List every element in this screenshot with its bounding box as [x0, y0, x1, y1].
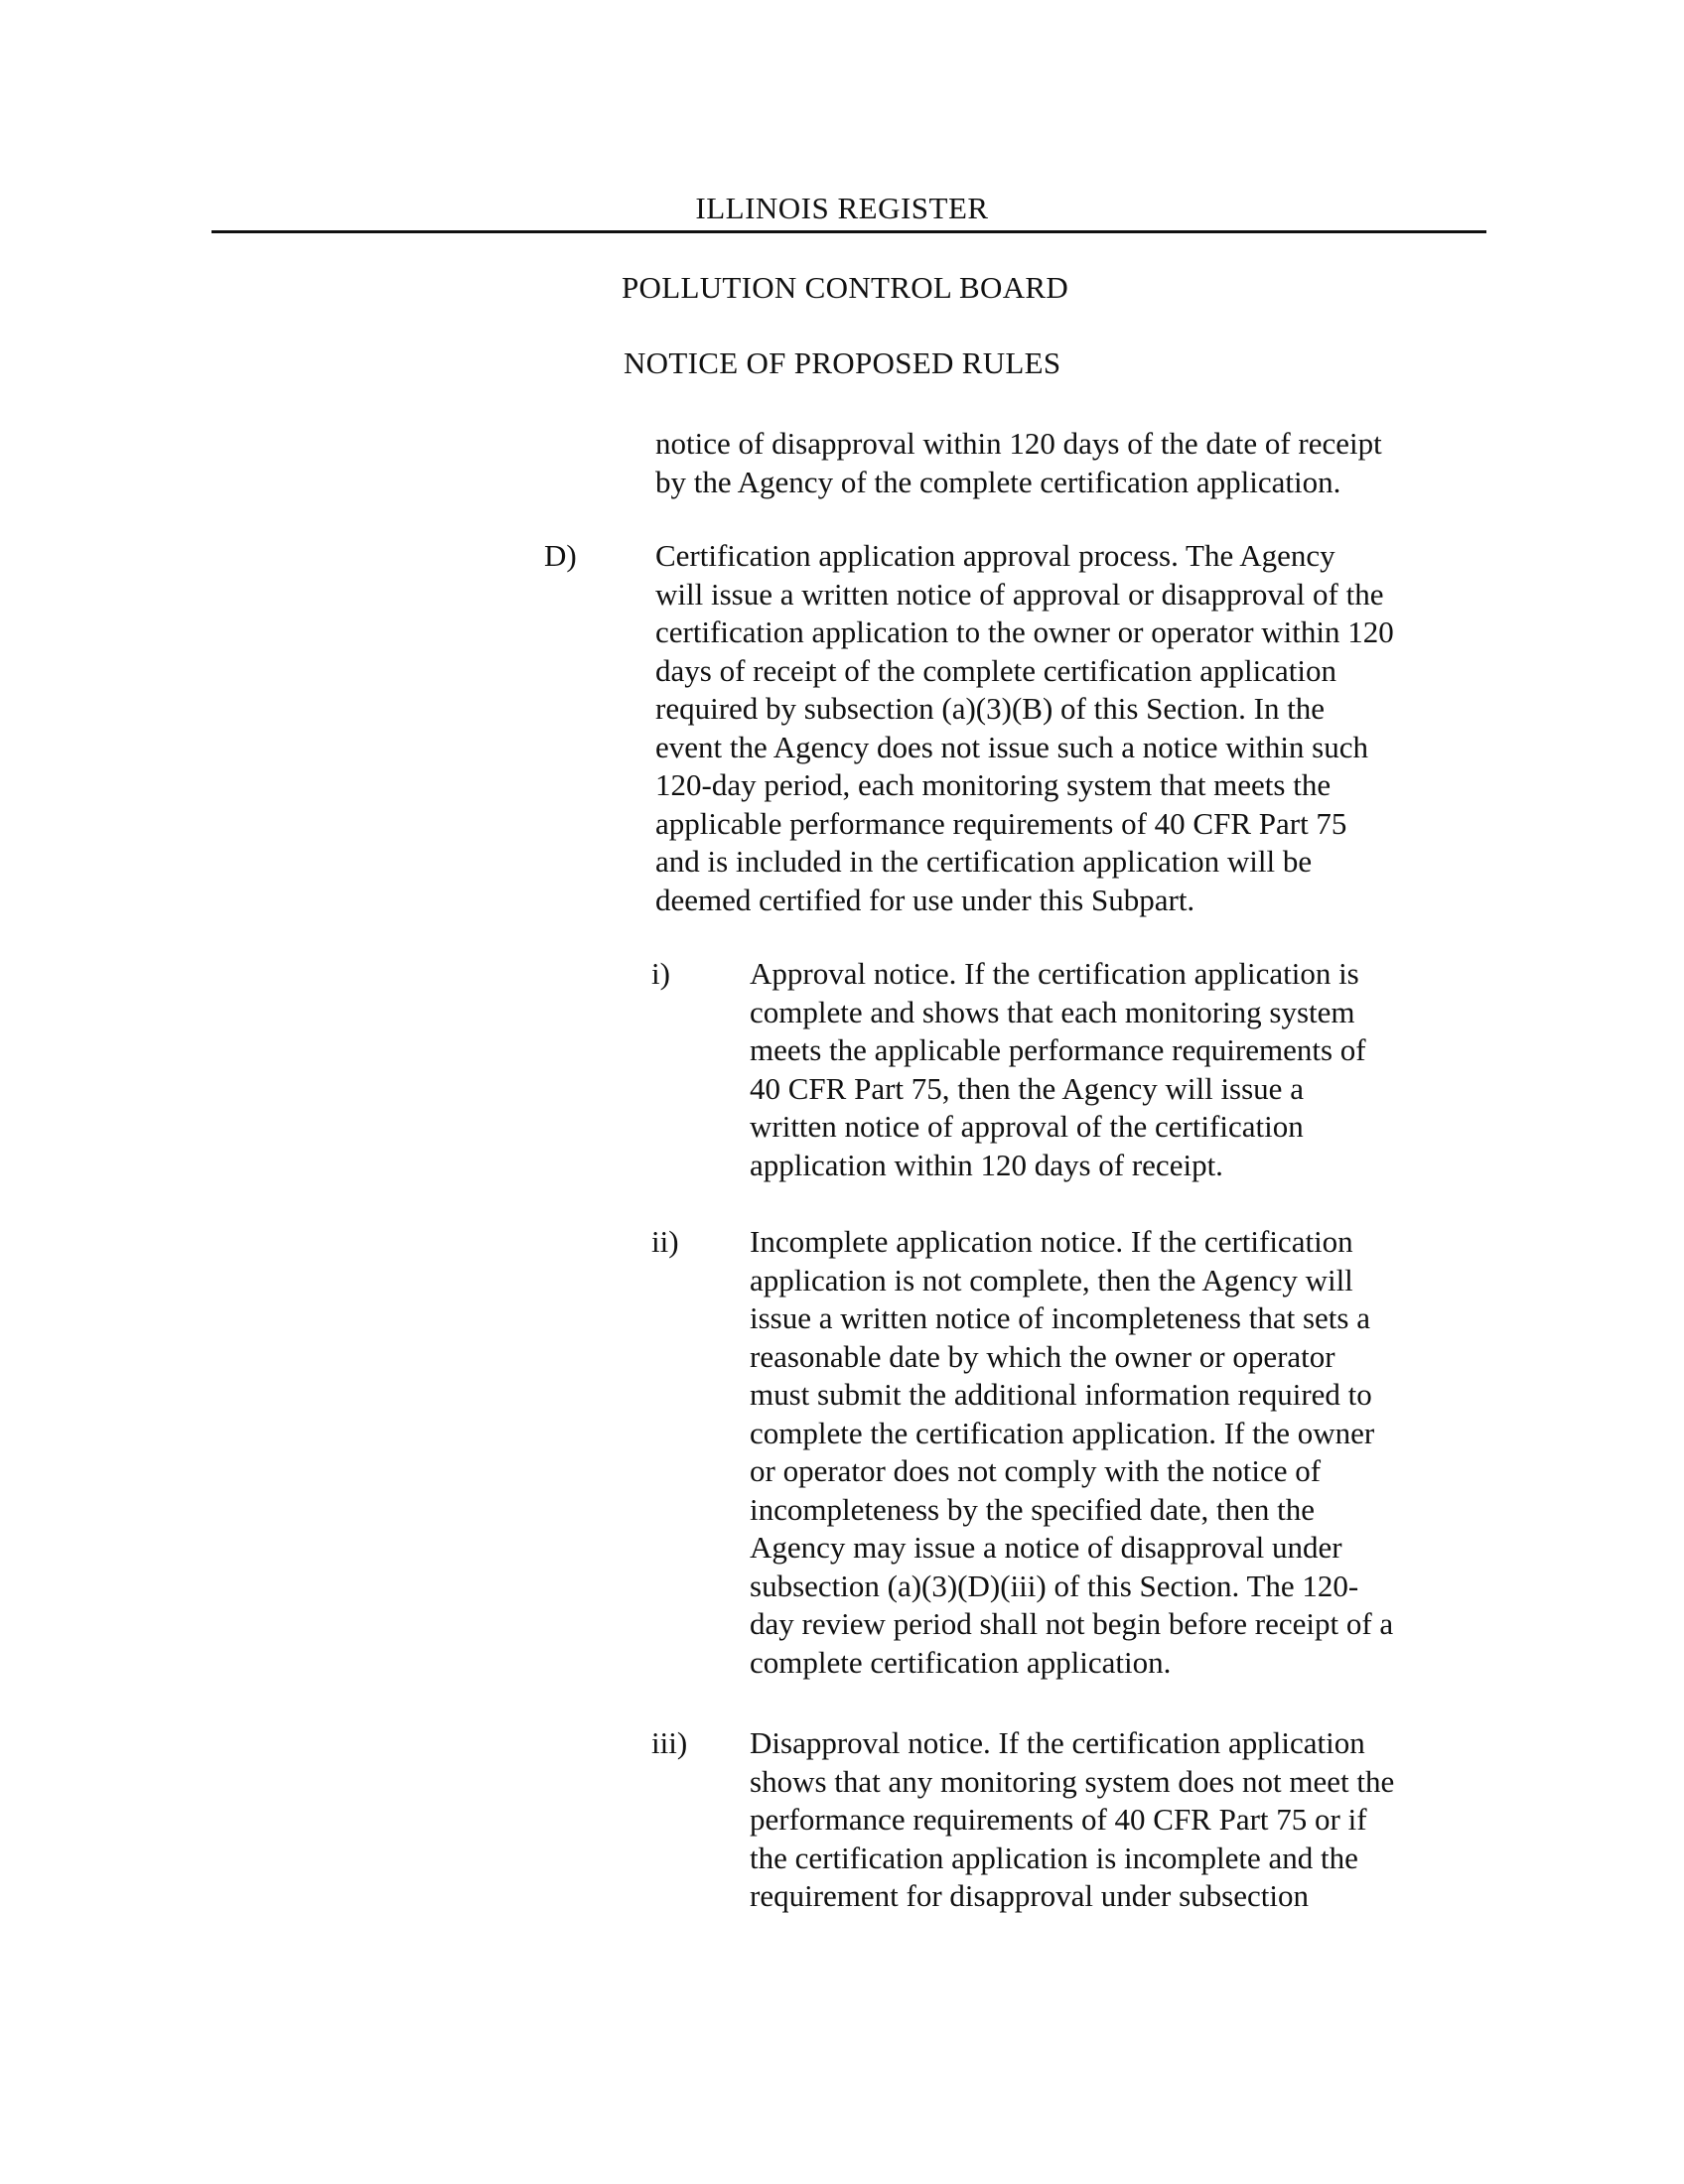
paragraph-line: or operator does not comply with the notice of — [750, 1453, 1322, 1488]
item-ii-paragraph — [750, 1223, 1393, 1682]
paragraph-line: application is not complete, then the Agency will — [750, 1262, 1353, 1297]
paragraph-line: Certification application approval process. The Agency — [655, 538, 1335, 573]
paragraph-line: by the Agency of the complete certification application. — [655, 464, 1341, 499]
paragraph-line: required by subsection (a)(3)(B) of this Section. In the — [655, 691, 1326, 726]
paragraph-line: performance requirements of 40 CFR Part 75 or if — [750, 1802, 1367, 1837]
paragraph-line: days of receipt of the complete certification application — [655, 652, 1337, 688]
paragraph-line: Agency may issue a notice of disapproval under — [750, 1530, 1342, 1565]
paragraph-line: must submit the additional information required to — [750, 1377, 1372, 1412]
paragraph-line: Incomplete application notice. If the certification — [750, 1224, 1353, 1259]
paragraph-line: day review period shall not begin before receipt of a — [750, 1606, 1394, 1641]
paragraph-line: deemed certified for use under this Subpart. — [655, 882, 1195, 917]
paragraph-line: and is included in the certification application will be — [655, 844, 1313, 879]
paragraph-line: applicable performance requirements of 40 CFR Part 75 — [655, 805, 1347, 841]
item-ii-marker: ii) — [651, 1224, 679, 1259]
paragraph-line: event the Agency does not issue such a notice within such — [655, 729, 1369, 764]
paragraph-line: requirement for disapproval under subsection — [750, 1878, 1309, 1913]
paragraph-line: meets the applicable performance requirements of — [750, 1032, 1366, 1067]
notice-heading: NOTICE OF PROPOSED RULES — [624, 345, 1061, 380]
paragraph-line: 40 CFR Part 75, then the Agency will issue a — [750, 1070, 1304, 1106]
paragraph-line: incompleteness by the specified date, then the — [750, 1491, 1316, 1527]
board-heading: POLLUTION CONTROL BOARD — [622, 270, 1069, 305]
paragraph-line: subsection (a)(3)(D)(iii) of this Section. The 120- — [750, 1568, 1359, 1603]
paragraph-line: application within 120 days of receipt. — [750, 1147, 1223, 1182]
paragraph-line: issue a written notice of incompleteness that sets a — [750, 1300, 1370, 1335]
paragraph-line: Approval notice. If the certification application is — [750, 956, 1359, 991]
paragraph-line: shows that any monitoring system does not meet the — [750, 1763, 1395, 1799]
paragraph-line: 120-day period, each monitoring system that meets the — [655, 767, 1332, 802]
paragraph-line: will issue a written notice of approval or disapproval of the — [655, 576, 1384, 612]
paragraph-line: notice of disapproval within 120 days of the date of receipt — [655, 426, 1382, 461]
item-iii-paragraph — [750, 1724, 1394, 1916]
subsection-d-paragraph — [655, 537, 1394, 919]
subsection-d-marker: D) — [544, 538, 577, 573]
paragraph-line: complete and shows that each monitoring system — [750, 994, 1355, 1029]
paragraph-line: complete certification application. — [750, 1644, 1172, 1680]
continuation-paragraph — [655, 425, 1382, 501]
item-i-marker: i) — [651, 956, 670, 991]
paragraph-line: the certification application is incomplete and the — [750, 1840, 1358, 1875]
paragraph-line: certification application to the owner or operator within 120 — [655, 614, 1394, 649]
item-iii-marker: iii) — [651, 1725, 688, 1760]
item-i-paragraph — [750, 955, 1366, 1184]
paragraph-line: reasonable date by which the owner or operator — [750, 1338, 1335, 1374]
paragraph-line: complete the certification application. If the owner — [750, 1415, 1375, 1450]
paragraph-line: written notice of approval of the certification — [750, 1109, 1304, 1144]
register-title: ILLINOIS REGISTER — [695, 191, 989, 225]
paragraph-line: Disapproval notice. If the certification application — [750, 1725, 1365, 1760]
header-divider — [211, 230, 1486, 233]
